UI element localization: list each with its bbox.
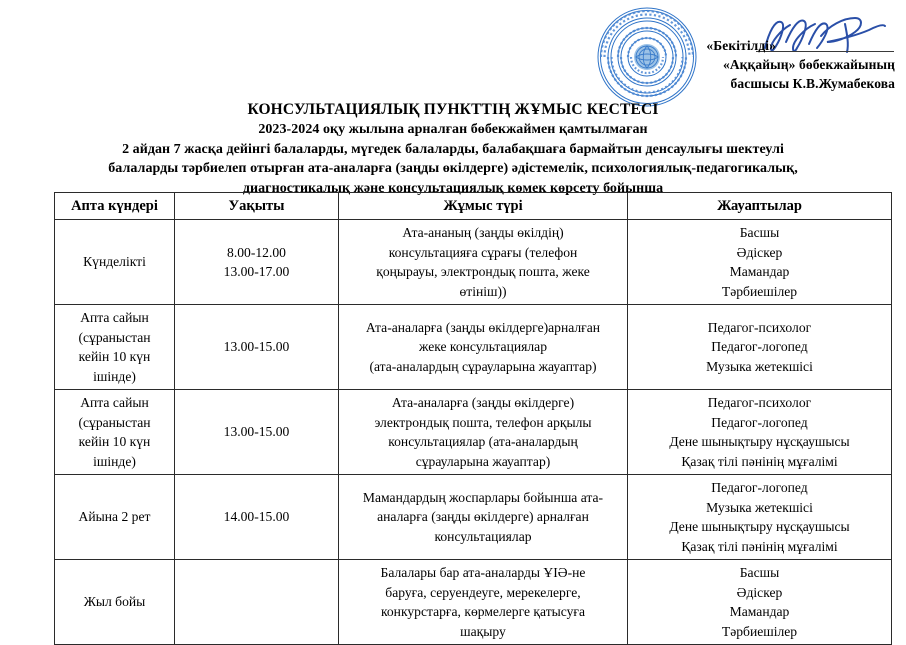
cell-days xyxy=(55,220,175,305)
cell-line: ішінде) xyxy=(93,453,136,469)
cell-responsible xyxy=(628,560,892,645)
title-block xyxy=(53,100,853,198)
subtitle-line: 2023-2024 оқу жылына арналған бөбекжаймен қамтылмаған xyxy=(258,122,648,137)
cell-line: Мамандар xyxy=(729,264,790,279)
cell-line: сұрауларына жауаптар) xyxy=(415,453,551,469)
cell-line: Мамандардың жоспарлары бойынша ата- xyxy=(362,489,604,505)
column-header-responsible: Жауаптылар xyxy=(628,193,892,220)
cell-line: Мамандар xyxy=(729,604,790,619)
cell-line: Дене шынықтыру нұсқаушысы xyxy=(669,434,850,449)
cell-days xyxy=(55,390,175,475)
cell-days xyxy=(55,475,175,560)
cell-line: электрондық пошта, телефон арқылы xyxy=(374,414,592,430)
cell-line: 13.00-15.00 xyxy=(223,424,290,440)
cell-line: (ата-аналардың сұрауларына жауаптар) xyxy=(369,358,597,374)
cell-line: консультациялар (ата-аналардың xyxy=(388,434,578,449)
cell-line: өтініш)) xyxy=(459,283,507,299)
cell-work-type xyxy=(339,475,628,560)
cell-line: Қазақ тілі пәнінің мұғалімі xyxy=(681,538,838,554)
schedule-table xyxy=(54,192,892,645)
cell-line: Педагог-психолог xyxy=(707,395,812,410)
cell-line: Музыка жетекшісі xyxy=(706,499,813,515)
cell-line: кейін 10 күн xyxy=(78,349,151,364)
subtitle-line: балаларды тәрбиелеп отырған ата-аналарға (заңды өкілдерге) әдістемелік, психологиялық-педагогикалық, xyxy=(108,161,798,176)
cell-responsible xyxy=(628,390,892,475)
cell-time xyxy=(175,390,339,475)
approval-text xyxy=(656,36,896,93)
cell-line: Басшы xyxy=(739,225,780,240)
cell-line: Музыка жетекшісі xyxy=(706,358,813,374)
cell-line: Педагог-логопед xyxy=(711,480,808,495)
cell-line: консультацияға сұрағы (телефон xyxy=(388,244,578,260)
cell-line: консультациялар xyxy=(434,528,532,544)
approval-line-2: «Аққайың» бөбекжайының xyxy=(722,57,895,72)
cell-line: баруға, серуендеуге, мерекелерге, xyxy=(385,584,581,600)
cell-line: Айына 2 рет xyxy=(78,509,151,525)
cell-line: (сұраныстан xyxy=(78,414,151,430)
cell-time xyxy=(175,475,339,560)
cell-line: 13.00-17.00 xyxy=(223,264,290,279)
cell-line: ішінде) xyxy=(93,368,136,384)
cell-line: Дене шынықтыру нұсқаушысы xyxy=(669,519,850,534)
cell-line: Ата-аналарға (заңды өкілдерге) xyxy=(391,395,575,410)
cell-line: Тәрбиешілер xyxy=(721,283,798,299)
cell-responsible xyxy=(628,475,892,560)
subtitle-line: 2 айдан 7 жасқа дейінгі балаларды, мүгедек балаларды, балабақшаға бармайтын денсаулығы шектеулі xyxy=(122,141,784,157)
cell-time xyxy=(175,560,339,645)
cell-line: 8.00-12.00 xyxy=(227,244,286,260)
cell-days xyxy=(55,560,175,645)
cell-line: Апта сайын xyxy=(80,395,149,410)
cell-line: Күнделікті xyxy=(83,254,146,270)
column-header-days: Апта күндері xyxy=(55,193,175,220)
cell-line: қоңырауы, электрондық пошта, жеке xyxy=(376,264,590,279)
cell-work-type xyxy=(339,390,628,475)
cell-line: 14.00-15.00 xyxy=(223,509,290,525)
cell-responsible xyxy=(628,220,892,305)
table-row xyxy=(55,220,892,305)
cell-days xyxy=(55,305,175,390)
cell-time xyxy=(175,305,339,390)
cell-line: (сұраныстан xyxy=(78,329,151,345)
cell-line: Апта сайын xyxy=(80,310,149,325)
cell-responsible xyxy=(628,305,892,390)
cell-line: Ата-ананың (заңды өкілдің) xyxy=(402,225,564,240)
cell-line: Қазақ тілі пәнінің мұғалімі xyxy=(681,453,838,469)
table-body xyxy=(55,220,892,645)
table-row xyxy=(55,560,892,645)
column-header-work-type: Жұмыс түрі xyxy=(339,193,628,220)
cell-line: Әдіскер xyxy=(736,584,783,600)
cell-line: Балалары бар ата-аналарды ҰІӘ-не xyxy=(380,565,586,580)
cell-work-type xyxy=(339,305,628,390)
cell-line: жеке консультациялар xyxy=(418,339,547,355)
cell-line: Педагог-логопед xyxy=(711,339,808,355)
cell-line: шақыру xyxy=(460,623,506,639)
subtitle-line: диагностикалық және консультациялық көмек көрсету бойынша xyxy=(242,180,664,196)
cell-time xyxy=(175,220,339,305)
cell-line: аналарға (заңды өкілдерге) арналған xyxy=(377,509,589,525)
cell-work-type xyxy=(339,560,628,645)
cell-line: Жыл бойы xyxy=(83,594,146,610)
table-row xyxy=(55,475,892,560)
table-row xyxy=(55,390,892,475)
approval-block xyxy=(596,6,896,106)
cell-line: Педагог-психолог xyxy=(707,319,812,335)
column-header-time: Уақыты xyxy=(175,193,339,220)
table-row xyxy=(55,305,892,390)
cell-line: Педагог-логопед xyxy=(711,414,808,430)
cell-line: кейін 10 күн xyxy=(78,434,151,449)
cell-line: конкурстарға, көрмелерге қатысуға xyxy=(380,604,586,619)
cell-line: Ата-аналарға (заңды өкілдерге)арналған xyxy=(365,319,601,335)
approval-line-1: «Бекітілді» xyxy=(706,38,776,53)
cell-line: 13.00-15.00 xyxy=(223,339,290,355)
cell-line: Басшы xyxy=(739,565,780,580)
table-header-row xyxy=(55,193,892,220)
cell-line: Тәрбиешілер xyxy=(721,623,798,639)
cell-work-type xyxy=(339,220,628,305)
cell-line: Әдіскер xyxy=(736,244,783,260)
page-title: КОНСУЛЬТАЦИЯЛЫҚ ПУНКТТІҢ ЖҰМЫС КЕСТЕСІ xyxy=(247,101,659,118)
page-subtitle xyxy=(53,120,853,198)
approval-line-3: басшысы К.В.Жумабекова xyxy=(730,76,895,91)
